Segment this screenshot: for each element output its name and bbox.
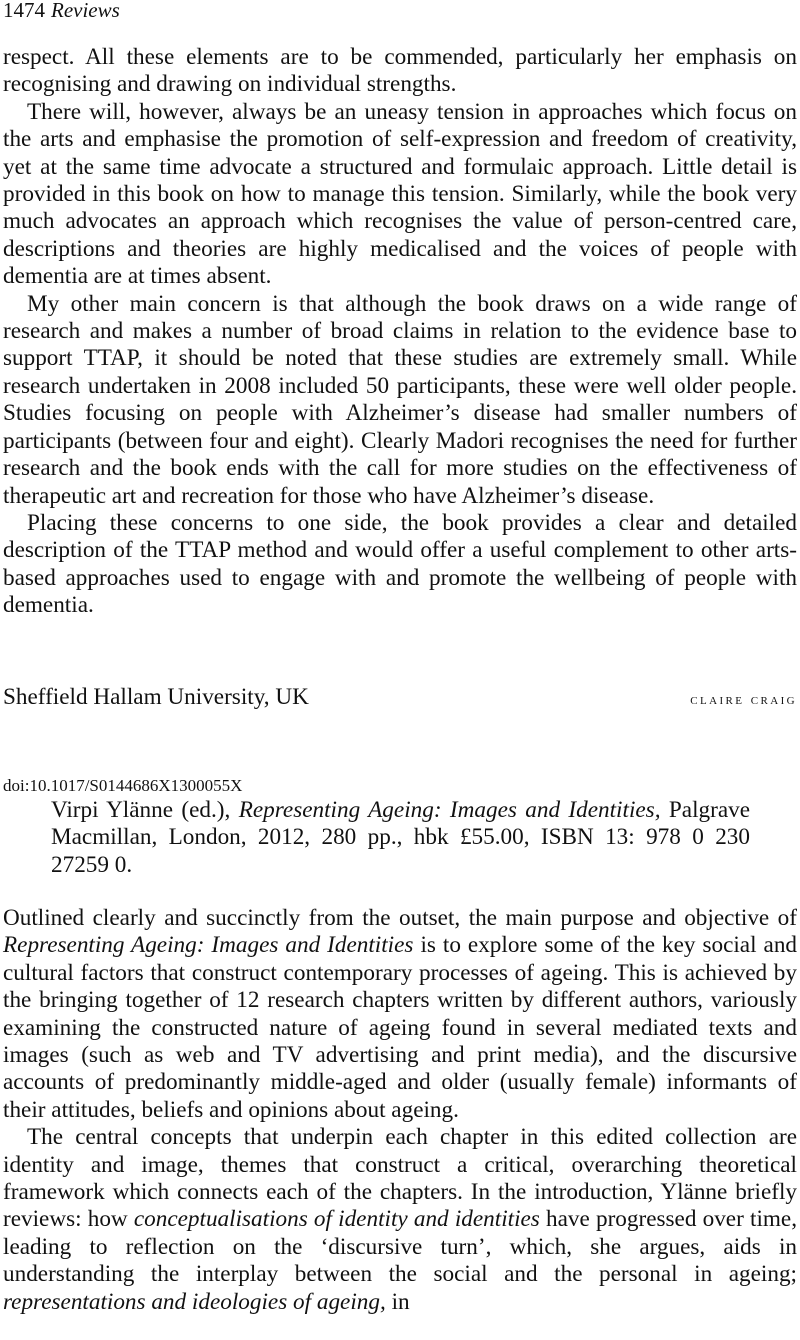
- review-1-paragraph: respect. All these elements are to be commended, particularly her emphasis on recognising and drawing on individual strengths.: [3, 44, 797, 98]
- emphasis-representations: representations and ideologies of ageing,: [3, 1288, 386, 1315]
- book-citation: [51, 797, 750, 879]
- book-details: Palgrave Macmillan, London, 2012, 280 pp., hbk £55.00, ISBN 13: 978 0 230 27259 0.: [51, 797, 750, 878]
- review-1-paragraph: Placing these concerns to one side, the book provides a clear and detailed description of the TTAP method and would offer a useful complement to other arts-based approaches used to engage with and promote the wellbeing of people with dementia.: [3, 509, 797, 619]
- section-title: Reviews: [51, 0, 120, 22]
- book-title: Representing Ageing: Images and Identities,: [238, 797, 661, 823]
- review-1-body: [3, 44, 797, 620]
- reviewer-affiliation: Sheffield Hallam University, UK: [3, 684, 309, 710]
- reviewer-name: claire craig: [690, 691, 797, 708]
- review-2-body: [3, 905, 797, 1316]
- review-1-signature: [3, 684, 797, 712]
- page-number: 1474: [3, 0, 45, 22]
- inline-book-title: Representing Ageing: Images and Identities: [3, 932, 414, 959]
- doi-link[interactable]: doi:10.1017/S0144686X1300055X: [3, 776, 243, 795]
- emphasis-identity: conceptualisations of identity and identities: [133, 1206, 540, 1233]
- review-1-paragraph: There will, however, always be an uneasy tension in approaches which focus on the arts and emphasise the promotion of self-expression and freedom of creativity, yet at the same time advocate a structured and formulaic approach. Little detail is provided in this book on how to manage this tension. Similarly, while the book very much advocates an approach which recognises the value of person-centred care, descriptions and theories are highly medicalised and the voices of people with dementia are at times absent.: [3, 98, 797, 290]
- review-2-paragraph-2: The central concepts that underpin each chapter in this edited collection are identity and image, themes that construct a critical, overarching theoretical framework which connects each of the chapters. In the introduction, Ylänne briefly reviews: how conceptualisations of identity and identities have progressed over time, leading to reflection on the ‘discursive turn’, which, she argues, aids in understanding the interplay between the social and the personal in ageing; representations and ideologies of ageing, in: [3, 1124, 798, 1315]
- review-1-paragraph: My other main concern is that although the book draws on a wide range of research and makes a number of broad claims in relation to the evidence base to support TTAP, it should be noted that these studies are extremely small. While research undertaken in 2008 included 50 participants, these were well older people. Studies focusing on people with Alzheimer’s disease had smaller numbers of participants (between four and eight). Clearly Madori recognises the need for further research and the book ends with the call for more studies on the effectiveness of therapeutic art and recreation for those who have Alzheimer’s disease.: [3, 290, 797, 509]
- review-2-paragraph-1: Outlined clearly and succinctly from the outset, the main purpose and objective of Representing Ageing: Images and Identities is to explore some of the key social and cultural factors that construct contemporary processes of ageing. This is achieved by the bringing together of 12 research chapters written by different authors, variously examining the constructed nature of ageing found in several mediated texts and images (such as web and TV advertising and print media), and the discursive accounts of predominantly middle-aged and older (usually female) informants of their attitudes, beliefs and opinions about ageing.: [3, 905, 798, 1123]
- book-author: Virpi Ylänne (ed.),: [51, 797, 231, 823]
- running-head: [3, 0, 120, 22]
